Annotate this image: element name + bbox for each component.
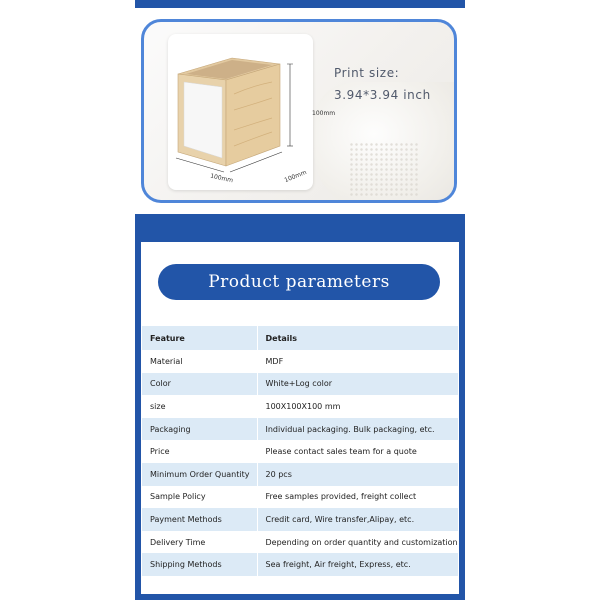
feature-cell: Packaging <box>142 418 257 441</box>
table-row <box>142 508 459 531</box>
table-row <box>142 486 459 509</box>
top-banner-strip <box>135 0 465 8</box>
table-row <box>142 463 459 486</box>
feature-cell: Payment Methods <box>142 508 257 531</box>
print-size-title: Print size: <box>334 66 400 80</box>
print-size-panel <box>141 19 457 203</box>
feature-cell: Delivery Time <box>142 531 257 554</box>
details-cell: Depending on order quantity and customization <box>257 531 459 554</box>
details-cell: Individual packaging. Bulk packaging, etc. <box>257 418 459 441</box>
table-row <box>142 418 459 441</box>
details-cell: Credit card, Wire transfer,Alipay, etc. <box>257 508 459 531</box>
white-print-panel <box>184 82 222 158</box>
blanket-texture <box>349 142 419 197</box>
details-cell: 100X100X100 mm <box>257 395 459 418</box>
depth-dimension-label: 100mm <box>283 168 308 185</box>
box-side-face <box>226 64 280 166</box>
details-cell: 20 pcs <box>257 463 459 486</box>
feature-cell: Minimum Order Quantity <box>142 463 257 486</box>
details-cell: White+Log color <box>257 373 459 396</box>
wooden-box-illustration <box>168 34 313 190</box>
table-row <box>142 553 459 576</box>
parameters-title: Product parameters <box>158 264 440 300</box>
parameters-table <box>142 326 459 576</box>
details-cell: Sea freight, Air freight, Express, etc. <box>257 553 459 576</box>
details-cell: MDF <box>257 350 459 373</box>
feature-header: Feature <box>142 326 257 350</box>
table-row <box>142 531 459 554</box>
feature-cell: Color <box>142 373 257 396</box>
width-dimension-label: 100mm <box>209 172 234 185</box>
product-photo-card <box>168 34 336 190</box>
details-cell: Please contact sales team for a quote <box>257 440 459 463</box>
table-row <box>142 350 459 373</box>
print-size-value: 3.94*3.94 inch <box>334 88 431 102</box>
feature-cell: size <box>142 395 257 418</box>
details-cell: Free samples provided, freight collect <box>257 486 459 509</box>
height-dimension-label: 100mm <box>312 110 336 117</box>
feature-cell: Sample Policy <box>142 486 257 509</box>
table-row <box>142 440 459 463</box>
product-parameters-section <box>135 214 465 600</box>
table-header-row <box>142 326 459 350</box>
table-row <box>142 373 459 396</box>
details-header: Details <box>257 326 459 350</box>
feature-cell: Price <box>142 440 257 463</box>
parameters-card <box>141 242 459 594</box>
feature-cell: Material <box>142 350 257 373</box>
feature-cell: Shipping Methods <box>142 553 257 576</box>
table-row <box>142 395 459 418</box>
